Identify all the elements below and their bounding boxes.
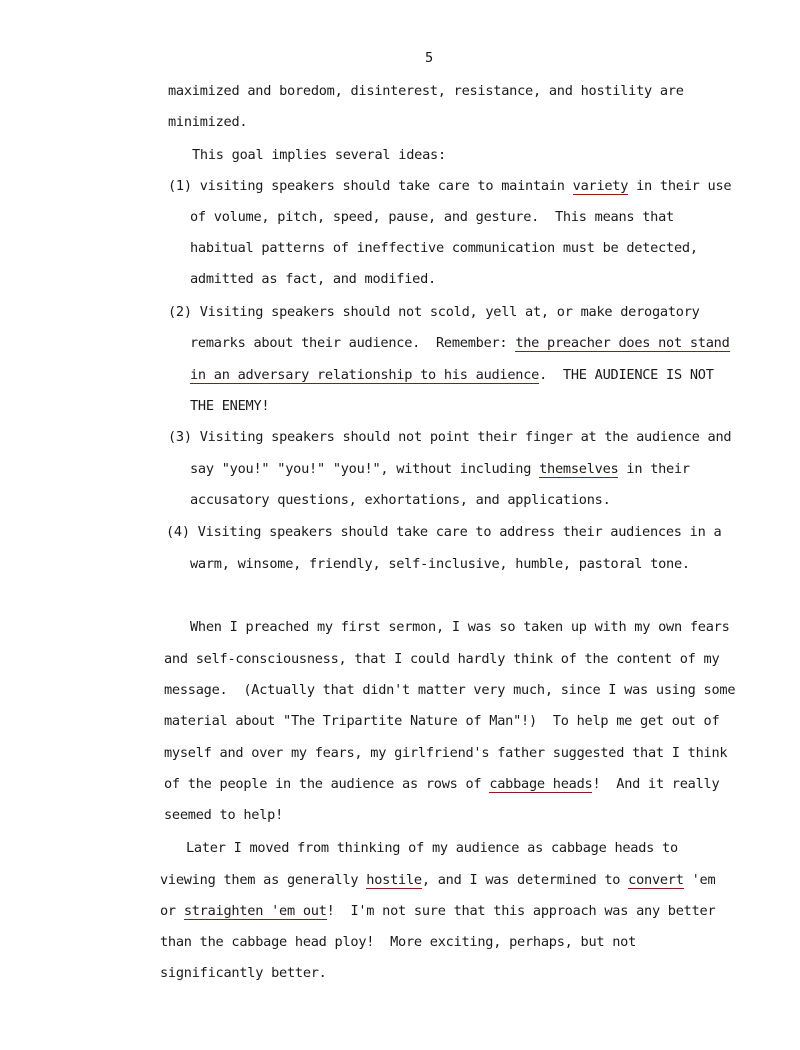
text-line: habitual patterns of ineffective communication must be detected, [190, 240, 698, 256]
underlined-text: convert [628, 872, 684, 888]
text-line: and self-consciousness, that I could hardly think of the content of my [164, 651, 720, 667]
text-line: viewing them as generally hostile, and I was determined to convert 'em [160, 872, 716, 888]
underlined-text: themselves [539, 461, 619, 477]
text-line: Later I moved from thinking of my audience as cabbage heads to [186, 840, 678, 856]
text-line: significantly better. [160, 965, 327, 981]
text-line: maximized and boredom, disinterest, resistance, and hostility are [168, 83, 684, 99]
text-line: myself and over my fears, my girlfriend's father suggested that I think [164, 745, 728, 761]
text-line: admitted as fact, and modified. [190, 271, 436, 287]
text-line: warm, winsome, friendly, self-inclusive, humble, pastoral tone. [190, 556, 690, 572]
underlined-text: the preacher does not stand [515, 335, 730, 351]
text-line: accusatory questions, exhortations, and applications. [190, 492, 611, 508]
text-line: say "you!" "you!" "you!", without including themselves in their [190, 461, 690, 477]
text-line: than the cabbage head ploy! More exciting, perhaps, but not [160, 934, 637, 950]
list-item-3: (3) Visiting speakers should not point their finger at the audience and [168, 429, 732, 445]
list-item-2: (2) Visiting speakers should not scold, yell at, or make derogatory [168, 304, 700, 320]
text-line: material about "The Tripartite Nature of Man"!) To help me get out of [164, 713, 720, 729]
underlined-text: hostile [366, 872, 422, 888]
underlined-text: in an adversary relationship to his audience [190, 367, 540, 383]
text-line: When I preached my first sermon, I was so taken up with my own fears [190, 619, 730, 635]
page-number: 5 [425, 50, 434, 66]
text-line: of the people in the audience as rows of cabbage heads! And it really [164, 776, 720, 792]
text-line: of volume, pitch, speed, pause, and gesture. This means that [190, 209, 674, 225]
text-line: in an adversary relationship to his audience. THE AUDIENCE IS NOT [190, 367, 714, 383]
text-line: or straighten 'em out! I'm not sure that this approach was any better [160, 903, 716, 919]
underlined-text: straighten 'em out [183, 903, 327, 919]
text-line: message. (Actually that didn't matter very much, since I was using some [164, 682, 736, 698]
list-item-4: (4) Visiting speakers should take care to address their audiences in a [166, 524, 722, 540]
text-line: minimized. [168, 114, 248, 130]
text-line: remarks about their audience. Remember: the preacher does not stand [190, 335, 730, 351]
underlined-text: cabbage heads [489, 776, 593, 792]
text-line: This goal implies several ideas: [192, 147, 446, 163]
text-line: THE ENEMY! [190, 398, 270, 414]
text-line: seemed to help! [164, 807, 284, 823]
underlined-text: variety [572, 178, 629, 194]
list-item-1: (1) visiting speakers should take care to maintain variety in their use [168, 178, 732, 194]
